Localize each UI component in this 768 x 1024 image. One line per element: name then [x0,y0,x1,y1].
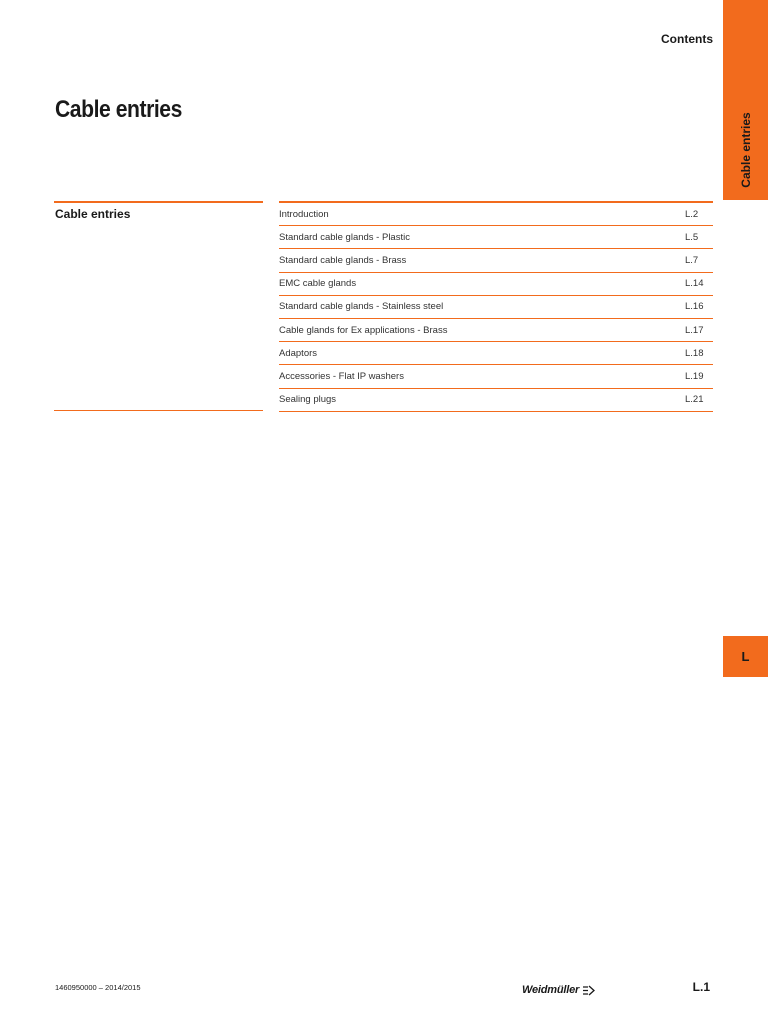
toc-entry-page: L.16 [685,301,704,313]
section-heading: Cable entries [55,207,131,221]
toc-entry-title: Introduction [279,208,329,220]
toc-row[interactable] [279,296,713,319]
toc-entry-page: L.7 [685,254,699,266]
toc-entry-title: Standard cable glands - Brass [279,254,407,266]
toc-entry-title: Standard cable glands - Stainless steel [279,301,444,313]
toc-entry-page: L.14 [685,278,704,290]
brand-logo-text: Weidmüller [522,984,580,996]
toc-row[interactable] [279,365,713,388]
toc-entry-title: EMC cable glands [279,278,357,290]
toc-row[interactable] [279,273,713,296]
table-of-contents [279,201,713,412]
toc-entry-title: Adaptors [279,347,318,359]
toc-entry-page: L.18 [685,347,704,359]
chapter-tab[interactable] [723,636,768,677]
side-tab[interactable] [723,0,768,200]
toc-row[interactable] [279,319,713,342]
toc-entry-page: L.21 [685,394,704,406]
toc-entry-title: Standard cable glands - Plastic [279,231,410,243]
toc-row[interactable] [279,249,713,272]
header-section-label: Contents [661,32,713,46]
page-title: Cable entries [55,96,182,123]
footer-catalog-code: 1460950000 – 2014/2015 [55,983,141,992]
toc-row[interactable] [279,226,713,249]
footer-page-number: L.1 [692,980,710,994]
toc-entry-page: L.5 [685,231,699,243]
brand-logo [522,984,595,996]
toc-entry-page: L.2 [685,208,699,220]
toc-entry-title: Cable glands for Ex applications - Brass [279,324,448,336]
section-heading-block [54,201,263,411]
toc-entry-page: L.17 [685,324,704,336]
toc-row[interactable] [279,342,713,365]
chapter-letter: L [741,649,750,664]
toc-entry-title: Accessories - Flat IP washers [279,370,404,382]
weidmuller-logo-mark-icon [582,985,595,996]
toc-row[interactable] [279,203,713,226]
side-tab-label: Cable entries [738,112,753,188]
toc-entry-title: Sealing plugs [279,394,337,406]
toc-entry-page: L.19 [685,370,704,382]
toc-row[interactable] [279,389,713,412]
